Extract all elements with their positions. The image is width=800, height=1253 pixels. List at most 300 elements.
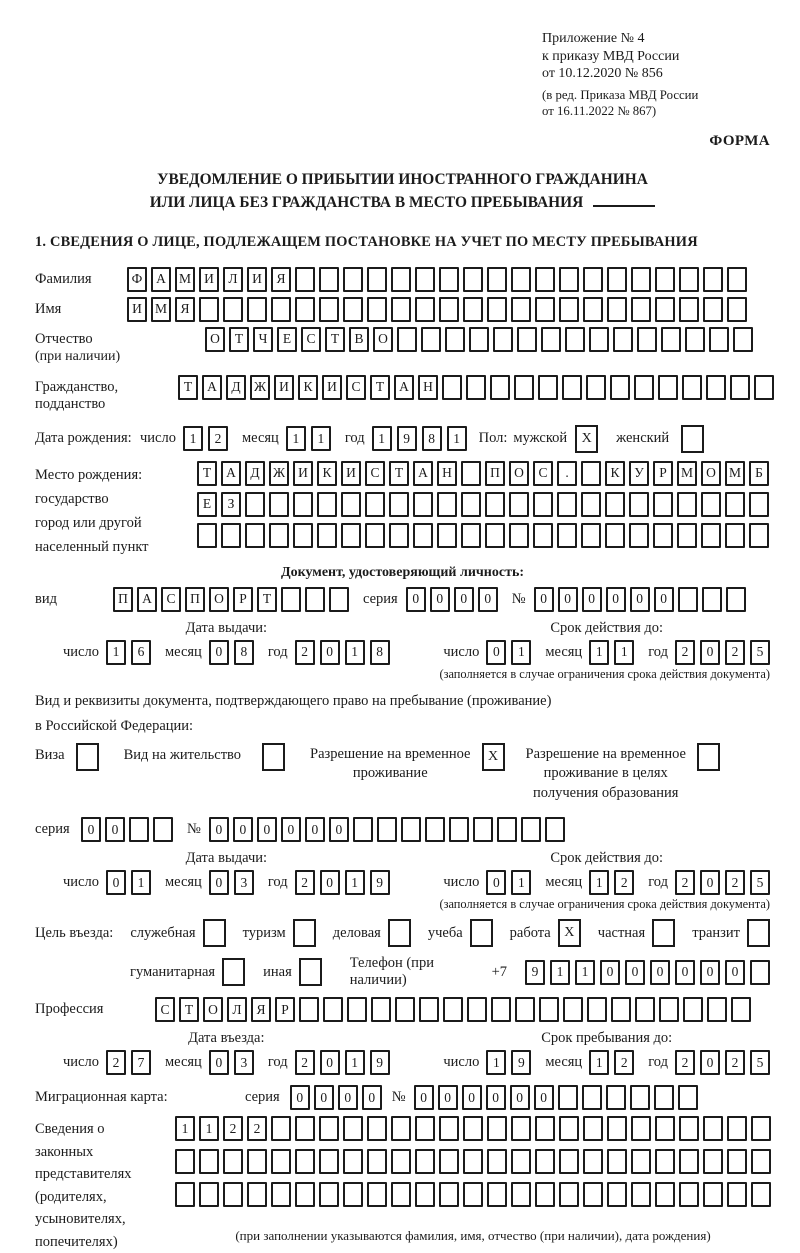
char-cell[interactable]: 0 <box>81 817 101 842</box>
char-cell[interactable]: 2 <box>295 640 315 665</box>
char-cell[interactable] <box>727 267 747 292</box>
char-cell[interactable]: Т <box>229 327 249 352</box>
char-cell[interactable]: 0 <box>558 587 578 612</box>
char-cell[interactable]: С <box>161 587 181 612</box>
char-cell[interactable] <box>511 1182 531 1207</box>
char-cell[interactable] <box>731 997 751 1022</box>
char-cell[interactable] <box>365 492 385 517</box>
char-cell[interactable] <box>439 297 459 322</box>
char-cell[interactable] <box>654 1085 674 1110</box>
char-cell[interactable] <box>631 297 651 322</box>
char-cell[interactable] <box>223 297 243 322</box>
char-cell[interactable] <box>367 297 387 322</box>
char-cell[interactable] <box>367 267 387 292</box>
char-cell[interactable] <box>319 297 339 322</box>
char-cell[interactable]: А <box>137 587 157 612</box>
char-cell[interactable] <box>395 997 415 1022</box>
char-cell[interactable]: 8 <box>422 426 442 451</box>
char-cell[interactable] <box>319 267 339 292</box>
char-cell[interactable]: У <box>629 461 649 486</box>
char-cell[interactable]: 1 <box>589 870 609 895</box>
char-cell[interactable]: С <box>155 997 175 1022</box>
char-cell[interactable] <box>271 1182 291 1207</box>
char-cell[interactable] <box>367 1116 387 1141</box>
purpose-option-checkbox[interactable] <box>299 958 322 986</box>
char-cell[interactable]: Ч <box>253 327 273 352</box>
char-cell[interactable]: М <box>175 267 195 292</box>
char-cell[interactable]: 1 <box>286 426 306 451</box>
char-cell[interactable] <box>343 1116 363 1141</box>
char-cell[interactable] <box>319 1182 339 1207</box>
char-cell[interactable]: К <box>298 375 318 400</box>
char-cell[interactable] <box>682 375 702 400</box>
char-cell[interactable] <box>630 1085 650 1110</box>
char-cell[interactable] <box>391 1149 411 1174</box>
char-cell[interactable] <box>271 1116 291 1141</box>
char-cell[interactable]: О <box>203 997 223 1022</box>
char-cell[interactable]: 1 <box>511 870 531 895</box>
char-cell[interactable] <box>677 523 697 548</box>
char-cell[interactable]: Л <box>227 997 247 1022</box>
char-cell[interactable] <box>415 297 435 322</box>
char-cell[interactable] <box>581 523 601 548</box>
char-cell[interactable] <box>467 997 487 1022</box>
char-cell[interactable] <box>305 587 325 612</box>
char-cell[interactable] <box>295 267 315 292</box>
char-cell[interactable] <box>415 1149 435 1174</box>
char-cell[interactable] <box>442 375 462 400</box>
char-cell[interactable] <box>581 492 601 517</box>
char-cell[interactable]: 0 <box>486 1085 506 1110</box>
char-cell[interactable]: 3 <box>234 1050 254 1075</box>
char-cell[interactable] <box>493 327 513 352</box>
char-cell[interactable] <box>610 375 630 400</box>
char-cell[interactable] <box>631 1182 651 1207</box>
visa-checkbox[interactable] <box>76 743 99 771</box>
char-cell[interactable] <box>754 375 774 400</box>
char-cell[interactable]: О <box>509 461 529 486</box>
char-cell[interactable]: И <box>274 375 294 400</box>
char-cell[interactable] <box>175 1182 195 1207</box>
char-cell[interactable] <box>461 523 481 548</box>
char-cell[interactable]: Е <box>197 492 217 517</box>
char-cell[interactable] <box>565 327 585 352</box>
purpose-option-checkbox[interactable] <box>470 919 493 947</box>
char-cell[interactable]: 2 <box>295 1050 315 1075</box>
char-cell[interactable] <box>709 327 729 352</box>
char-cell[interactable]: 0 <box>486 870 506 895</box>
char-cell[interactable] <box>538 375 558 400</box>
char-cell[interactable]: Ж <box>250 375 270 400</box>
char-cell[interactable] <box>425 817 445 842</box>
char-cell[interactable]: 0 <box>105 817 125 842</box>
char-cell[interactable] <box>706 375 726 400</box>
char-cell[interactable] <box>701 523 721 548</box>
char-cell[interactable]: 0 <box>438 1085 458 1110</box>
char-cell[interactable]: 0 <box>650 960 670 985</box>
char-cell[interactable] <box>367 1149 387 1174</box>
char-cell[interactable] <box>631 1149 651 1174</box>
char-cell[interactable] <box>655 1182 675 1207</box>
char-cell[interactable] <box>703 1149 723 1174</box>
char-cell[interactable]: 0 <box>582 587 602 612</box>
char-cell[interactable]: Н <box>418 375 438 400</box>
char-cell[interactable] <box>491 997 511 1022</box>
char-cell[interactable]: Р <box>275 997 295 1022</box>
char-cell[interactable]: 7 <box>131 1050 151 1075</box>
char-cell[interactable] <box>317 492 337 517</box>
char-cell[interactable]: 1 <box>550 960 570 985</box>
char-cell[interactable]: Д <box>245 461 265 486</box>
char-cell[interactable]: 0 <box>320 1050 340 1075</box>
char-cell[interactable]: 1 <box>106 640 126 665</box>
char-cell[interactable]: 0 <box>700 870 720 895</box>
char-cell[interactable]: 0 <box>600 960 620 985</box>
char-cell[interactable] <box>153 817 173 842</box>
char-cell[interactable] <box>678 1085 698 1110</box>
char-cell[interactable] <box>535 267 555 292</box>
char-cell[interactable] <box>634 375 654 400</box>
char-cell[interactable] <box>545 817 565 842</box>
char-cell[interactable]: 1 <box>175 1116 195 1141</box>
char-cell[interactable]: С <box>533 461 553 486</box>
char-cell[interactable] <box>751 1149 771 1174</box>
char-cell[interactable] <box>439 1116 459 1141</box>
char-cell[interactable] <box>421 327 441 352</box>
char-cell[interactable] <box>389 523 409 548</box>
char-cell[interactable] <box>727 297 747 322</box>
char-cell[interactable] <box>629 492 649 517</box>
char-cell[interactable]: 2 <box>208 426 228 451</box>
char-cell[interactable] <box>678 587 698 612</box>
char-cell[interactable]: 9 <box>370 870 390 895</box>
char-cell[interactable] <box>661 327 681 352</box>
char-cell[interactable]: 2 <box>614 870 634 895</box>
char-cell[interactable] <box>703 267 723 292</box>
char-cell[interactable] <box>245 523 265 548</box>
char-cell[interactable] <box>449 817 469 842</box>
char-cell[interactable] <box>751 1182 771 1207</box>
char-cell[interactable] <box>281 587 301 612</box>
char-cell[interactable]: И <box>293 461 313 486</box>
char-cell[interactable] <box>487 1116 507 1141</box>
char-cell[interactable] <box>295 1182 315 1207</box>
char-cell[interactable]: 0 <box>257 817 277 842</box>
char-cell[interactable]: Д <box>226 375 246 400</box>
char-cell[interactable]: З <box>221 492 241 517</box>
char-cell[interactable] <box>515 997 535 1022</box>
char-cell[interactable] <box>559 1182 579 1207</box>
char-cell[interactable] <box>295 1116 315 1141</box>
residence-permit-checkbox[interactable] <box>262 743 285 771</box>
char-cell[interactable]: И <box>199 267 219 292</box>
char-cell[interactable]: 0 <box>233 817 253 842</box>
char-cell[interactable] <box>391 267 411 292</box>
char-cell[interactable] <box>377 817 397 842</box>
char-cell[interactable]: А <box>221 461 241 486</box>
char-cell[interactable]: 0 <box>534 587 554 612</box>
sex-female-checkbox[interactable] <box>681 425 704 453</box>
char-cell[interactable] <box>443 997 463 1022</box>
char-cell[interactable]: М <box>725 461 745 486</box>
char-cell[interactable]: 2 <box>106 1050 126 1075</box>
char-cell[interactable] <box>533 523 553 548</box>
char-cell[interactable] <box>727 1116 747 1141</box>
char-cell[interactable] <box>679 1182 699 1207</box>
char-cell[interactable]: 0 <box>510 1085 530 1110</box>
char-cell[interactable] <box>606 1085 626 1110</box>
char-cell[interactable] <box>533 492 553 517</box>
char-cell[interactable] <box>341 523 361 548</box>
char-cell[interactable]: 0 <box>478 587 498 612</box>
char-cell[interactable] <box>751 1116 771 1141</box>
char-cell[interactable] <box>413 523 433 548</box>
char-cell[interactable]: 0 <box>606 587 626 612</box>
char-cell[interactable] <box>539 997 559 1022</box>
purpose-option-checkbox[interactable] <box>747 919 770 947</box>
char-cell[interactable] <box>631 267 651 292</box>
char-cell[interactable] <box>271 1149 291 1174</box>
char-cell[interactable]: С <box>346 375 366 400</box>
char-cell[interactable]: 1 <box>345 640 365 665</box>
char-cell[interactable] <box>269 492 289 517</box>
char-cell[interactable] <box>563 997 583 1022</box>
char-cell[interactable] <box>514 375 534 400</box>
char-cell[interactable] <box>726 587 746 612</box>
char-cell[interactable] <box>605 523 625 548</box>
char-cell[interactable]: 2 <box>725 1050 745 1075</box>
char-cell[interactable] <box>659 997 679 1022</box>
char-cell[interactable]: 0 <box>462 1085 482 1110</box>
char-cell[interactable] <box>733 327 753 352</box>
char-cell[interactable] <box>679 297 699 322</box>
char-cell[interactable]: 0 <box>329 817 349 842</box>
char-cell[interactable] <box>635 997 655 1022</box>
char-cell[interactable] <box>655 267 675 292</box>
purpose-option-checkbox[interactable] <box>388 919 411 947</box>
char-cell[interactable]: 0 <box>486 640 506 665</box>
char-cell[interactable]: 1 <box>372 426 392 451</box>
char-cell[interactable] <box>247 297 267 322</box>
char-cell[interactable] <box>683 997 703 1022</box>
char-cell[interactable] <box>461 492 481 517</box>
char-cell[interactable] <box>557 523 577 548</box>
char-cell[interactable]: Е <box>277 327 297 352</box>
char-cell[interactable] <box>559 267 579 292</box>
char-cell[interactable] <box>199 297 219 322</box>
char-cell[interactable]: Ф <box>127 267 147 292</box>
char-cell[interactable] <box>343 267 363 292</box>
char-cell[interactable]: 2 <box>675 640 695 665</box>
char-cell[interactable] <box>701 492 721 517</box>
char-cell[interactable]: 0 <box>454 587 474 612</box>
char-cell[interactable] <box>129 817 149 842</box>
char-cell[interactable] <box>245 492 265 517</box>
char-cell[interactable]: Б <box>749 461 769 486</box>
char-cell[interactable] <box>607 1116 627 1141</box>
char-cell[interactable]: 0 <box>362 1085 382 1110</box>
char-cell[interactable] <box>389 492 409 517</box>
char-cell[interactable] <box>343 297 363 322</box>
char-cell[interactable]: 8 <box>370 640 390 665</box>
char-cell[interactable] <box>749 492 769 517</box>
char-cell[interactable]: 1 <box>345 870 365 895</box>
char-cell[interactable] <box>323 997 343 1022</box>
char-cell[interactable]: А <box>151 267 171 292</box>
char-cell[interactable] <box>583 297 603 322</box>
char-cell[interactable]: М <box>677 461 697 486</box>
char-cell[interactable]: П <box>485 461 505 486</box>
char-cell[interactable]: 0 <box>320 640 340 665</box>
char-cell[interactable] <box>487 297 507 322</box>
char-cell[interactable] <box>702 587 722 612</box>
char-cell[interactable] <box>463 297 483 322</box>
char-cell[interactable] <box>415 1182 435 1207</box>
char-cell[interactable] <box>725 523 745 548</box>
char-cell[interactable]: 0 <box>290 1085 310 1110</box>
char-cell[interactable]: 2 <box>675 1050 695 1075</box>
char-cell[interactable] <box>558 1085 578 1110</box>
char-cell[interactable] <box>589 327 609 352</box>
char-cell[interactable] <box>223 1149 243 1174</box>
char-cell[interactable] <box>613 327 633 352</box>
char-cell[interactable]: 9 <box>397 426 417 451</box>
char-cell[interactable] <box>707 997 727 1022</box>
char-cell[interactable]: 0 <box>675 960 695 985</box>
char-cell[interactable] <box>463 267 483 292</box>
char-cell[interactable]: 1 <box>311 426 331 451</box>
char-cell[interactable] <box>466 375 486 400</box>
char-cell[interactable] <box>221 523 241 548</box>
char-cell[interactable]: 0 <box>209 817 229 842</box>
char-cell[interactable] <box>365 523 385 548</box>
char-cell[interactable]: 0 <box>338 1085 358 1110</box>
char-cell[interactable] <box>401 817 421 842</box>
char-cell[interactable] <box>485 492 505 517</box>
char-cell[interactable] <box>653 523 673 548</box>
char-cell[interactable] <box>295 1149 315 1174</box>
char-cell[interactable] <box>463 1149 483 1174</box>
purpose-option-checkbox[interactable]: X <box>558 919 581 947</box>
char-cell[interactable]: 1 <box>447 426 467 451</box>
char-cell[interactable]: 0 <box>534 1085 554 1110</box>
char-cell[interactable]: 1 <box>575 960 595 985</box>
char-cell[interactable]: 0 <box>430 587 450 612</box>
char-cell[interactable] <box>653 492 673 517</box>
char-cell[interactable] <box>415 1116 435 1141</box>
char-cell[interactable] <box>463 1116 483 1141</box>
char-cell[interactable]: И <box>127 297 147 322</box>
char-cell[interactable] <box>535 1182 555 1207</box>
char-cell[interactable] <box>319 1149 339 1174</box>
char-cell[interactable] <box>583 1182 603 1207</box>
char-cell[interactable] <box>487 1182 507 1207</box>
char-cell[interactable] <box>607 267 627 292</box>
char-cell[interactable] <box>586 375 606 400</box>
char-cell[interactable]: . <box>557 461 577 486</box>
char-cell[interactable] <box>437 523 457 548</box>
char-cell[interactable]: О <box>209 587 229 612</box>
char-cell[interactable] <box>677 492 697 517</box>
char-cell[interactable] <box>439 1149 459 1174</box>
char-cell[interactable] <box>559 297 579 322</box>
char-cell[interactable] <box>175 1149 195 1174</box>
char-cell[interactable]: 2 <box>614 1050 634 1075</box>
char-cell[interactable]: 3 <box>234 870 254 895</box>
char-cell[interactable]: 2 <box>223 1116 243 1141</box>
char-cell[interactable]: 1 <box>199 1116 219 1141</box>
char-cell[interactable] <box>413 492 433 517</box>
char-cell[interactable] <box>655 1149 675 1174</box>
char-cell[interactable] <box>679 267 699 292</box>
char-cell[interactable] <box>511 1116 531 1141</box>
sex-male-checkbox[interactable]: X <box>575 425 598 453</box>
char-cell[interactable]: 2 <box>725 640 745 665</box>
char-cell[interactable] <box>199 1149 219 1174</box>
char-cell[interactable]: 0 <box>700 640 720 665</box>
char-cell[interactable] <box>727 1149 747 1174</box>
char-cell[interactable]: 2 <box>725 870 745 895</box>
char-cell[interactable] <box>557 492 577 517</box>
char-cell[interactable] <box>509 492 529 517</box>
char-cell[interactable] <box>587 997 607 1022</box>
purpose-option-checkbox[interactable] <box>652 919 675 947</box>
char-cell[interactable]: 6 <box>131 640 151 665</box>
char-cell[interactable]: О <box>701 461 721 486</box>
char-cell[interactable] <box>497 817 517 842</box>
char-cell[interactable] <box>317 523 337 548</box>
char-cell[interactable] <box>535 1149 555 1174</box>
char-cell[interactable]: 1 <box>131 870 151 895</box>
char-cell[interactable] <box>521 817 541 842</box>
char-cell[interactable] <box>749 523 769 548</box>
char-cell[interactable]: 1 <box>511 640 531 665</box>
char-cell[interactable]: А <box>394 375 414 400</box>
char-cell[interactable] <box>295 297 315 322</box>
char-cell[interactable]: Л <box>223 267 243 292</box>
char-cell[interactable]: 2 <box>247 1116 267 1141</box>
char-cell[interactable] <box>655 297 675 322</box>
char-cell[interactable]: 9 <box>525 960 545 985</box>
char-cell[interactable] <box>199 1182 219 1207</box>
char-cell[interactable]: 8 <box>234 640 254 665</box>
char-cell[interactable]: К <box>605 461 625 486</box>
char-cell[interactable] <box>581 461 601 486</box>
char-cell[interactable]: 2 <box>295 870 315 895</box>
char-cell[interactable]: С <box>301 327 321 352</box>
char-cell[interactable]: 0 <box>700 960 720 985</box>
char-cell[interactable]: Н <box>437 461 457 486</box>
char-cell[interactable] <box>269 523 289 548</box>
char-cell[interactable] <box>727 1182 747 1207</box>
char-cell[interactable] <box>487 267 507 292</box>
char-cell[interactable]: 1 <box>589 1050 609 1075</box>
char-cell[interactable] <box>353 817 373 842</box>
char-cell[interactable] <box>439 1182 459 1207</box>
char-cell[interactable]: 0 <box>320 870 340 895</box>
char-cell[interactable] <box>485 523 505 548</box>
char-cell[interactable]: 0 <box>625 960 645 985</box>
char-cell[interactable]: 0 <box>281 817 301 842</box>
char-cell[interactable] <box>730 375 750 400</box>
char-cell[interactable] <box>341 492 361 517</box>
char-cell[interactable]: 9 <box>511 1050 531 1075</box>
char-cell[interactable] <box>509 523 529 548</box>
char-cell[interactable] <box>391 297 411 322</box>
char-cell[interactable]: Т <box>257 587 277 612</box>
char-cell[interactable]: В <box>349 327 369 352</box>
char-cell[interactable]: 5 <box>750 1050 770 1075</box>
